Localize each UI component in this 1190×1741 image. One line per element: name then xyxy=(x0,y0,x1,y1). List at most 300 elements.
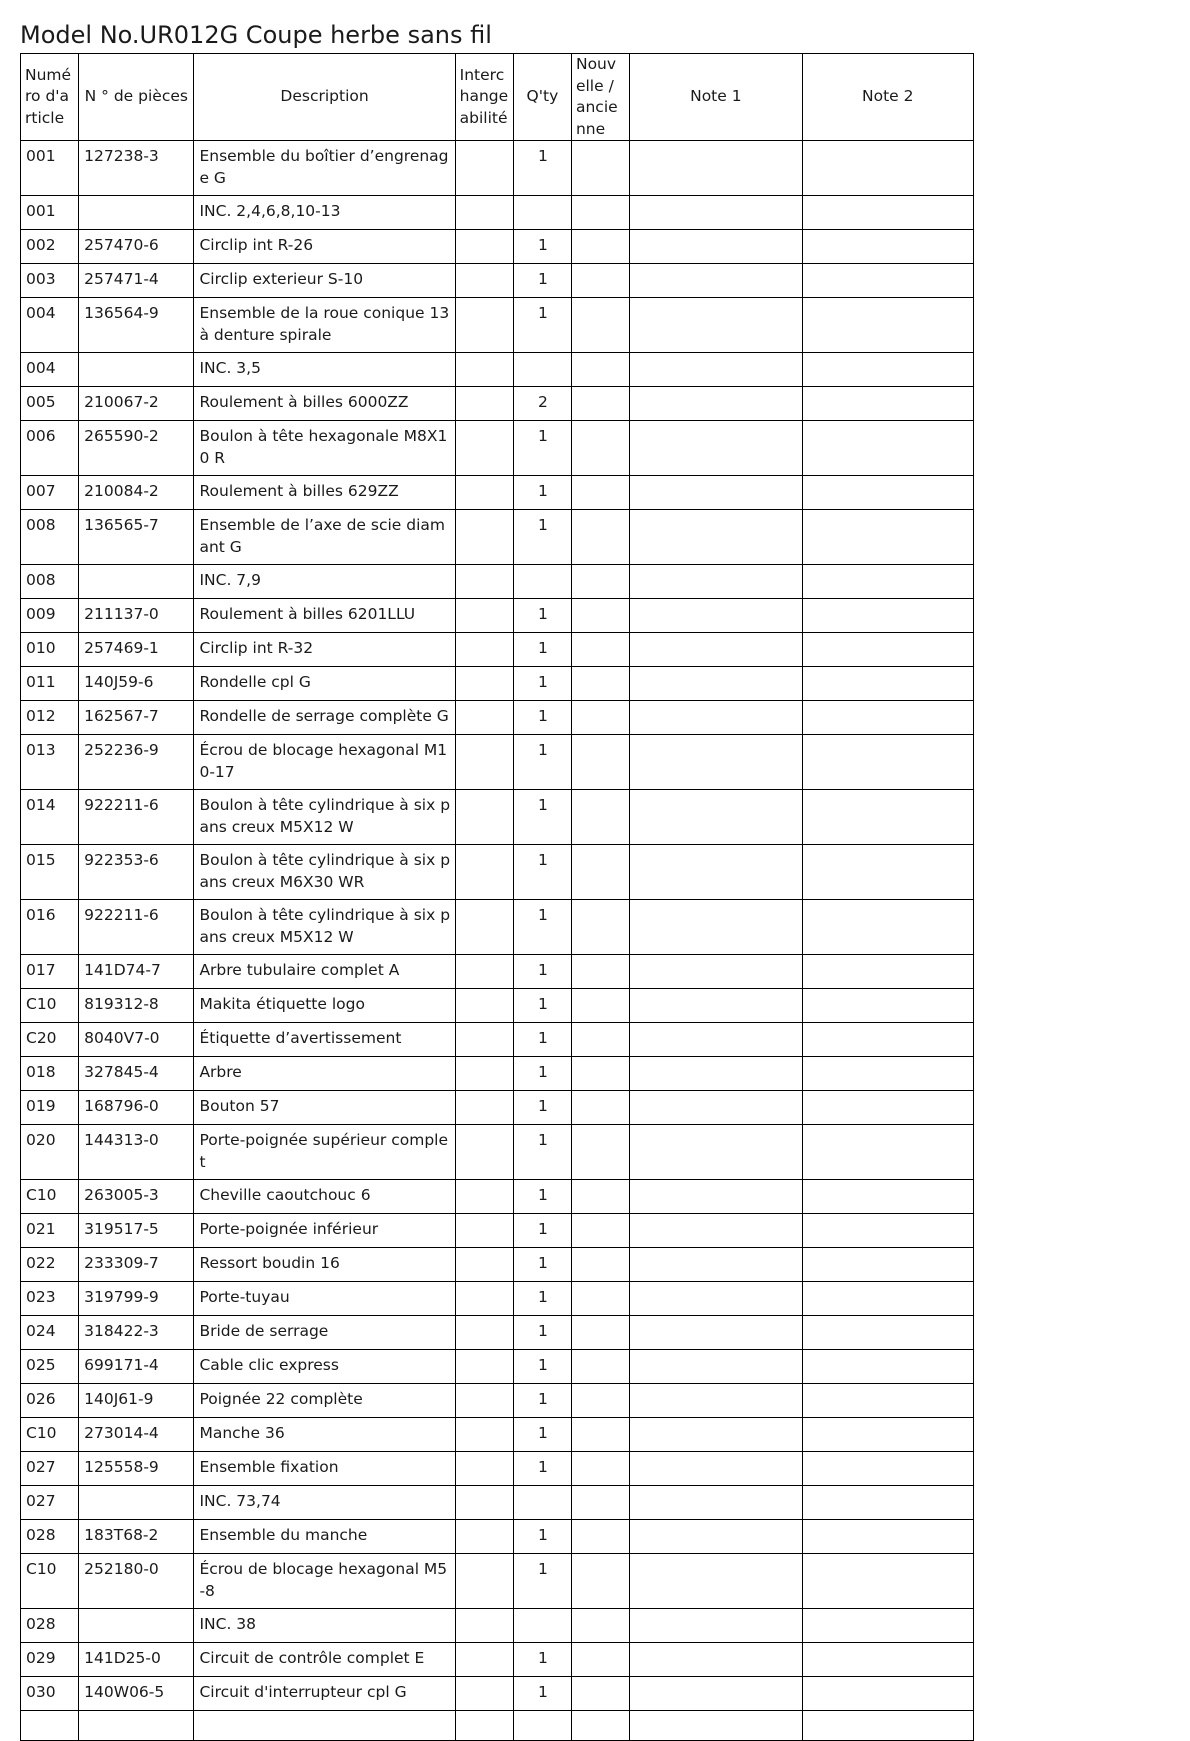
table-row xyxy=(21,900,974,955)
qty-cell: 1 xyxy=(513,230,571,264)
description-cell: Ensemble de l’axe de scie diamant G xyxy=(194,510,455,565)
qty-cell: 1 xyxy=(513,900,571,955)
interchangeability-cell xyxy=(455,1350,513,1384)
qty-cell xyxy=(513,196,571,230)
interchangeability-cell xyxy=(455,1316,513,1350)
new-old-cell xyxy=(571,421,629,476)
page-title: Model No.UR012G Coupe herbe sans fil xyxy=(20,21,492,49)
qty-cell: 1 xyxy=(513,1057,571,1091)
note-1-cell xyxy=(630,1282,802,1316)
note-2-cell xyxy=(802,955,973,989)
note-1-cell xyxy=(630,1418,802,1452)
table-row xyxy=(21,667,974,701)
interchangeability-cell xyxy=(455,230,513,264)
part-no-cell: 257470-6 xyxy=(79,230,194,264)
interchangeability-cell xyxy=(455,1711,513,1741)
item-no-cell: 002 xyxy=(21,230,79,264)
note-2-cell xyxy=(802,1520,973,1554)
interchangeability-cell xyxy=(455,1486,513,1520)
note-2-cell xyxy=(802,1643,973,1677)
note-1-cell xyxy=(630,701,802,735)
note-1-cell xyxy=(630,1554,802,1609)
new-old-cell xyxy=(571,633,629,667)
qty-cell: 1 xyxy=(513,599,571,633)
qty-cell: 1 xyxy=(513,1282,571,1316)
item-no-cell: 001 xyxy=(21,196,79,230)
header-new-old: Nouvelle / ancienne xyxy=(571,54,629,141)
description-cell: Boulon à tête hexagonale M8X10 R xyxy=(194,421,455,476)
part-no-cell: 127238-3 xyxy=(79,141,194,196)
note-2-cell xyxy=(802,141,973,196)
note-2-cell xyxy=(802,1711,973,1741)
note-2-cell xyxy=(802,476,973,510)
part-no-cell: 144313-0 xyxy=(79,1125,194,1180)
new-old-cell xyxy=(571,599,629,633)
table-header-row xyxy=(21,54,974,141)
note-1-cell xyxy=(630,476,802,510)
qty-cell xyxy=(513,353,571,387)
table-row xyxy=(21,1609,974,1643)
table-row xyxy=(21,1711,974,1741)
table-row xyxy=(21,1554,974,1609)
note-1-cell xyxy=(630,989,802,1023)
part-no-cell: 319517-5 xyxy=(79,1214,194,1248)
new-old-cell xyxy=(571,1125,629,1180)
note-2-cell xyxy=(802,387,973,421)
table-row xyxy=(21,1023,974,1057)
interchangeability-cell xyxy=(455,1023,513,1057)
interchangeability-cell xyxy=(455,1643,513,1677)
new-old-cell xyxy=(571,1418,629,1452)
description-cell: Ensemble de la roue conique 13 à denture spirale xyxy=(194,298,455,353)
note-2-cell xyxy=(802,510,973,565)
part-no-cell: 922211-6 xyxy=(79,900,194,955)
new-old-cell xyxy=(571,353,629,387)
interchangeability-cell xyxy=(455,633,513,667)
note-1-cell xyxy=(630,735,802,790)
new-old-cell xyxy=(571,1282,629,1316)
parts-table-body xyxy=(21,141,974,1741)
item-no-cell: 006 xyxy=(21,421,79,476)
note-2-cell xyxy=(802,667,973,701)
part-no-cell: 8040V7-0 xyxy=(79,1023,194,1057)
description-cell: Écrou de blocage hexagonal M5-8 xyxy=(194,1554,455,1609)
item-no-cell xyxy=(21,1711,79,1741)
table-row xyxy=(21,565,974,599)
part-no-cell: 922211-6 xyxy=(79,790,194,845)
new-old-cell xyxy=(571,510,629,565)
table-row xyxy=(21,141,974,196)
new-old-cell xyxy=(571,298,629,353)
table-row xyxy=(21,599,974,633)
table-row xyxy=(21,735,974,790)
note-2-cell xyxy=(802,701,973,735)
item-no-cell: 014 xyxy=(21,790,79,845)
item-no-cell: 016 xyxy=(21,900,79,955)
interchangeability-cell xyxy=(455,1248,513,1282)
table-row xyxy=(21,1452,974,1486)
item-no-cell: 023 xyxy=(21,1282,79,1316)
interchangeability-cell xyxy=(455,1554,513,1609)
qty-cell: 1 xyxy=(513,735,571,790)
qty-cell: 1 xyxy=(513,955,571,989)
note-1-cell xyxy=(630,230,802,264)
interchangeability-cell xyxy=(455,900,513,955)
interchangeability-cell xyxy=(455,264,513,298)
qty-cell: 1 xyxy=(513,1452,571,1486)
note-2-cell xyxy=(802,1023,973,1057)
interchangeability-cell xyxy=(455,1452,513,1486)
interchangeability-cell xyxy=(455,989,513,1023)
qty-cell: 1 xyxy=(513,1091,571,1125)
qty-cell: 1 xyxy=(513,1677,571,1711)
item-no-cell: 011 xyxy=(21,667,79,701)
part-no-cell: 141D25-0 xyxy=(79,1643,194,1677)
table-row xyxy=(21,955,974,989)
description-cell: INC. 73,74 xyxy=(194,1486,455,1520)
note-2-cell xyxy=(802,633,973,667)
table-row xyxy=(21,1316,974,1350)
new-old-cell xyxy=(571,989,629,1023)
note-1-cell xyxy=(630,1214,802,1248)
table-row xyxy=(21,196,974,230)
new-old-cell xyxy=(571,1609,629,1643)
part-no-cell: 327845-4 xyxy=(79,1057,194,1091)
description-cell: Roulement à billes 6201LLU xyxy=(194,599,455,633)
interchangeability-cell xyxy=(455,298,513,353)
description-cell: Porte-poignée inférieur xyxy=(194,1214,455,1248)
description-cell: Circlip int R-32 xyxy=(194,633,455,667)
qty-cell: 1 xyxy=(513,510,571,565)
part-no-cell: 922353-6 xyxy=(79,845,194,900)
header-qty: Q'ty xyxy=(513,54,571,141)
item-no-cell: 021 xyxy=(21,1214,79,1248)
part-no-cell: 125558-9 xyxy=(79,1452,194,1486)
description-cell: Circlip exterieur S-10 xyxy=(194,264,455,298)
new-old-cell xyxy=(571,1520,629,1554)
table-row xyxy=(21,387,974,421)
qty-cell xyxy=(513,565,571,599)
item-no-cell: 001 xyxy=(21,141,79,196)
part-no-cell: 257471-4 xyxy=(79,264,194,298)
note-1-cell xyxy=(630,141,802,196)
item-no-cell: 005 xyxy=(21,387,79,421)
table-row xyxy=(21,1418,974,1452)
description-cell: Ensemble fixation xyxy=(194,1452,455,1486)
part-no-cell: 168796-0 xyxy=(79,1091,194,1125)
part-no-cell: 252236-9 xyxy=(79,735,194,790)
description-cell: Porte-tuyau xyxy=(194,1282,455,1316)
table-row xyxy=(21,1214,974,1248)
part-no-cell: 140J59-6 xyxy=(79,667,194,701)
part-no-cell xyxy=(79,196,194,230)
interchangeability-cell xyxy=(455,845,513,900)
part-no-cell: 210067-2 xyxy=(79,387,194,421)
part-no-cell: 210084-2 xyxy=(79,476,194,510)
description-cell: Porte-poignée supérieur complet xyxy=(194,1125,455,1180)
table-row xyxy=(21,1643,974,1677)
new-old-cell xyxy=(571,735,629,790)
description-cell: Étiquette d’avertissement xyxy=(194,1023,455,1057)
part-no-cell: 273014-4 xyxy=(79,1418,194,1452)
table-row xyxy=(21,230,974,264)
note-2-cell xyxy=(802,264,973,298)
qty-cell: 1 xyxy=(513,845,571,900)
part-no-cell: 319799-9 xyxy=(79,1282,194,1316)
item-no-cell: 004 xyxy=(21,298,79,353)
note-1-cell xyxy=(630,599,802,633)
interchangeability-cell xyxy=(455,1091,513,1125)
description-cell: Circlip int R-26 xyxy=(194,230,455,264)
note-2-cell xyxy=(802,230,973,264)
item-no-cell: 007 xyxy=(21,476,79,510)
description-cell: Circuit d'interrupteur cpl G xyxy=(194,1677,455,1711)
note-2-cell xyxy=(802,565,973,599)
interchangeability-cell xyxy=(455,1057,513,1091)
interchangeability-cell xyxy=(455,1609,513,1643)
note-2-cell xyxy=(802,298,973,353)
interchangeability-cell xyxy=(455,1418,513,1452)
note-1-cell xyxy=(630,1384,802,1418)
part-no-cell: 233309-7 xyxy=(79,1248,194,1282)
header-note-2: Note 2 xyxy=(802,54,973,141)
description-cell: Roulement à billes 629ZZ xyxy=(194,476,455,510)
new-old-cell xyxy=(571,1214,629,1248)
note-1-cell xyxy=(630,1316,802,1350)
note-2-cell xyxy=(802,353,973,387)
item-no-cell: C10 xyxy=(21,1554,79,1609)
note-1-cell xyxy=(630,633,802,667)
qty-cell: 1 xyxy=(513,989,571,1023)
description-cell: Boulon à tête cylindrique à six pans creux M5X12 W xyxy=(194,900,455,955)
new-old-cell xyxy=(571,1057,629,1091)
part-no-cell: 211137-0 xyxy=(79,599,194,633)
new-old-cell xyxy=(571,1316,629,1350)
part-no-cell: 162567-7 xyxy=(79,701,194,735)
note-2-cell xyxy=(802,900,973,955)
header-part-no: N ° de pièces xyxy=(79,54,194,141)
description-cell: Rondelle cpl G xyxy=(194,667,455,701)
new-old-cell xyxy=(571,1091,629,1125)
new-old-cell xyxy=(571,1643,629,1677)
new-old-cell xyxy=(571,1711,629,1741)
note-1-cell xyxy=(630,1248,802,1282)
qty-cell: 1 xyxy=(513,1384,571,1418)
table-row xyxy=(21,1125,974,1180)
qty-cell xyxy=(513,1609,571,1643)
item-no-cell: 022 xyxy=(21,1248,79,1282)
new-old-cell xyxy=(571,667,629,701)
note-2-cell xyxy=(802,1214,973,1248)
qty-cell: 1 xyxy=(513,1214,571,1248)
interchangeability-cell xyxy=(455,701,513,735)
note-1-cell xyxy=(630,565,802,599)
table-row xyxy=(21,790,974,845)
header-note-1: Note 1 xyxy=(630,54,802,141)
description-cell: Manche 36 xyxy=(194,1418,455,1452)
interchangeability-cell xyxy=(455,1282,513,1316)
table-row xyxy=(21,1282,974,1316)
table-row xyxy=(21,353,974,387)
description-cell: Bride de serrage xyxy=(194,1316,455,1350)
interchangeability-cell xyxy=(455,790,513,845)
interchangeability-cell xyxy=(455,387,513,421)
new-old-cell xyxy=(571,196,629,230)
new-old-cell xyxy=(571,1248,629,1282)
part-no-cell: 819312-8 xyxy=(79,989,194,1023)
item-no-cell: 030 xyxy=(21,1677,79,1711)
note-2-cell xyxy=(802,1350,973,1384)
note-1-cell xyxy=(630,1677,802,1711)
item-no-cell: 028 xyxy=(21,1609,79,1643)
table-row xyxy=(21,1520,974,1554)
note-1-cell xyxy=(630,667,802,701)
new-old-cell xyxy=(571,900,629,955)
interchangeability-cell xyxy=(455,735,513,790)
note-1-cell xyxy=(630,1180,802,1214)
note-2-cell xyxy=(802,1057,973,1091)
description-cell: Cable clic express xyxy=(194,1350,455,1384)
note-1-cell xyxy=(630,790,802,845)
new-old-cell xyxy=(571,790,629,845)
new-old-cell xyxy=(571,1384,629,1418)
note-1-cell xyxy=(630,353,802,387)
item-no-cell: 009 xyxy=(21,599,79,633)
new-old-cell xyxy=(571,476,629,510)
item-no-cell: 004 xyxy=(21,353,79,387)
interchangeability-cell xyxy=(455,510,513,565)
table-row xyxy=(21,1180,974,1214)
table-row xyxy=(21,510,974,565)
note-2-cell xyxy=(802,1609,973,1643)
qty-cell: 1 xyxy=(513,264,571,298)
note-1-cell xyxy=(630,1023,802,1057)
description-cell: Cheville caoutchouc 6 xyxy=(194,1180,455,1214)
table-row xyxy=(21,476,974,510)
new-old-cell xyxy=(571,387,629,421)
qty-cell: 1 xyxy=(513,1180,571,1214)
description-cell: Boulon à tête cylindrique à six pans creux M6X30 WR xyxy=(194,845,455,900)
item-no-cell: 013 xyxy=(21,735,79,790)
note-2-cell xyxy=(802,599,973,633)
header-item-no: Numéro d'article xyxy=(21,54,79,141)
qty-cell: 2 xyxy=(513,387,571,421)
description-cell: INC. 3,5 xyxy=(194,353,455,387)
interchangeability-cell xyxy=(455,476,513,510)
part-no-cell: 136564-9 xyxy=(79,298,194,353)
qty-cell: 1 xyxy=(513,141,571,196)
item-no-cell: 024 xyxy=(21,1316,79,1350)
interchangeability-cell xyxy=(455,667,513,701)
table-row xyxy=(21,1057,974,1091)
item-no-cell: 010 xyxy=(21,633,79,667)
note-1-cell xyxy=(630,387,802,421)
description-cell: Ensemble du manche xyxy=(194,1520,455,1554)
item-no-cell: C10 xyxy=(21,1180,79,1214)
table-row xyxy=(21,1091,974,1125)
table-row xyxy=(21,421,974,476)
note-2-cell xyxy=(802,1282,973,1316)
item-no-cell: 028 xyxy=(21,1520,79,1554)
description-cell: Roulement à billes 6000ZZ xyxy=(194,387,455,421)
note-2-cell xyxy=(802,790,973,845)
note-2-cell xyxy=(802,1180,973,1214)
description-cell: Rondelle de serrage complète G xyxy=(194,701,455,735)
new-old-cell xyxy=(571,1350,629,1384)
part-no-cell: 141D74-7 xyxy=(79,955,194,989)
note-2-cell xyxy=(802,1384,973,1418)
note-1-cell xyxy=(630,1125,802,1180)
note-2-cell xyxy=(802,735,973,790)
note-1-cell xyxy=(630,1520,802,1554)
note-2-cell xyxy=(802,1554,973,1609)
interchangeability-cell xyxy=(455,1125,513,1180)
item-no-cell: C10 xyxy=(21,989,79,1023)
part-no-cell: 136565-7 xyxy=(79,510,194,565)
new-old-cell xyxy=(571,1452,629,1486)
new-old-cell xyxy=(571,1180,629,1214)
description-cell: Makita étiquette logo xyxy=(194,989,455,1023)
note-1-cell xyxy=(630,1486,802,1520)
item-no-cell: 018 xyxy=(21,1057,79,1091)
note-1-cell xyxy=(630,955,802,989)
item-no-cell: 029 xyxy=(21,1643,79,1677)
part-no-cell xyxy=(79,1711,194,1741)
new-old-cell xyxy=(571,1677,629,1711)
interchangeability-cell xyxy=(455,1520,513,1554)
new-old-cell xyxy=(571,955,629,989)
note-2-cell xyxy=(802,1677,973,1711)
note-1-cell xyxy=(630,1711,802,1741)
table-row xyxy=(21,1486,974,1520)
interchangeability-cell xyxy=(455,353,513,387)
item-no-cell: 017 xyxy=(21,955,79,989)
description-cell: Arbre tubulaire complet A xyxy=(194,955,455,989)
note-2-cell xyxy=(802,1486,973,1520)
note-2-cell xyxy=(802,1452,973,1486)
qty-cell: 1 xyxy=(513,790,571,845)
interchangeability-cell xyxy=(455,421,513,476)
new-old-cell xyxy=(571,1486,629,1520)
description-cell: Écrou de blocage hexagonal M10-17 xyxy=(194,735,455,790)
item-no-cell: 019 xyxy=(21,1091,79,1125)
table-row xyxy=(21,845,974,900)
part-no-cell: 140J61-9 xyxy=(79,1384,194,1418)
item-no-cell: 012 xyxy=(21,701,79,735)
part-no-cell xyxy=(79,353,194,387)
note-1-cell xyxy=(630,845,802,900)
description-cell: Arbre xyxy=(194,1057,455,1091)
interchangeability-cell xyxy=(455,1180,513,1214)
item-no-cell: 027 xyxy=(21,1486,79,1520)
interchangeability-cell xyxy=(455,1384,513,1418)
part-no-cell: 140W06-5 xyxy=(79,1677,194,1711)
new-old-cell xyxy=(571,141,629,196)
qty-cell: 1 xyxy=(513,1125,571,1180)
part-no-cell: 252180-0 xyxy=(79,1554,194,1609)
description-cell: Ensemble du boîtier d’engrenage G xyxy=(194,141,455,196)
description-cell xyxy=(194,1711,455,1741)
new-old-cell xyxy=(571,701,629,735)
note-1-cell xyxy=(630,421,802,476)
note-1-cell xyxy=(630,510,802,565)
note-2-cell xyxy=(802,196,973,230)
interchangeability-cell xyxy=(455,565,513,599)
note-2-cell xyxy=(802,1125,973,1180)
part-no-cell xyxy=(79,1486,194,1520)
qty-cell: 1 xyxy=(513,701,571,735)
new-old-cell xyxy=(571,845,629,900)
